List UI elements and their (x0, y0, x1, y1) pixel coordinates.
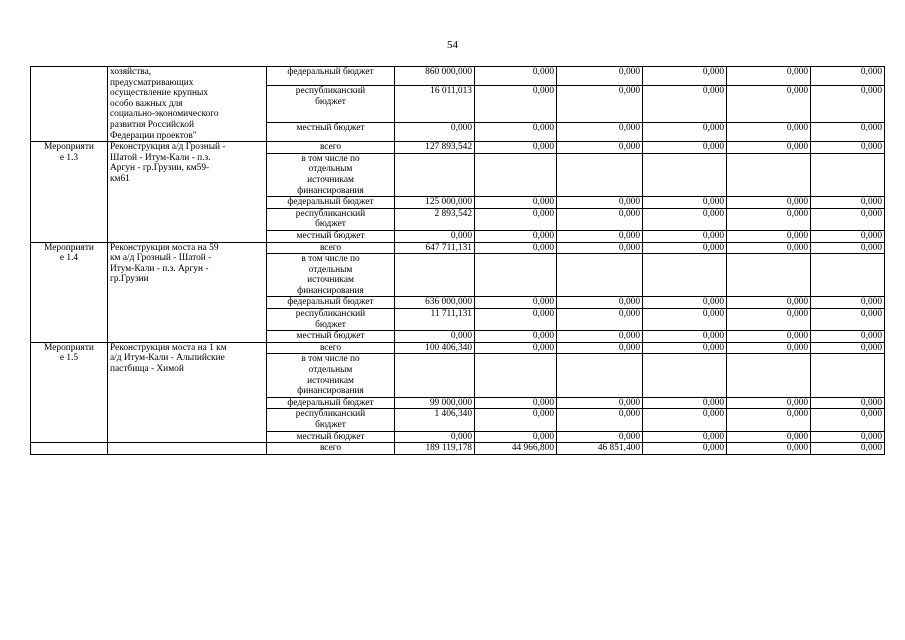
amount-cell: 0,000 (727, 297, 811, 309)
funding-source-cell: республиканский бюджет (267, 208, 395, 230)
amount-cell: 44 966,800 (475, 443, 557, 455)
funding-source-cell: местный бюджет (267, 331, 395, 343)
amount-cell (643, 354, 727, 397)
amount-cell: 0,000 (643, 142, 727, 154)
amount-cell (811, 153, 885, 196)
amount-cell: 0,000 (727, 331, 811, 343)
amount-cell: 0,000 (475, 342, 557, 354)
amount-cell: 0,000 (557, 342, 643, 354)
amount-cell: 0,000 (557, 208, 643, 230)
amount-cell: 0,000 (475, 242, 557, 254)
amount-cell: 0,000 (557, 197, 643, 209)
funding-source-cell: в том числе по отдельным источникам финансирования (267, 254, 395, 297)
amount-cell: 0,000 (643, 208, 727, 230)
amount-cell: 0,000 (811, 142, 885, 154)
funding-source-cell: всего (267, 342, 395, 354)
amount-cell: 0,000 (475, 142, 557, 154)
activity-name-cell: хозяйства, предусматривающих осуществление крупных особо важных для социально-экономического развития Российской Федерации проектов" (108, 67, 267, 142)
amount-cell: 860 000,000 (395, 67, 475, 86)
amount-cell: 0,000 (475, 86, 557, 123)
amount-cell: 0,000 (811, 208, 885, 230)
amount-cell: 0,000 (557, 431, 643, 443)
amount-cell (811, 354, 885, 397)
table-row (31, 342, 885, 354)
amount-cell (727, 153, 811, 196)
amount-cell (727, 254, 811, 297)
amount-cell: 100 406,340 (395, 342, 475, 354)
activity-name-cell: Реконструкция моста на 59 км а/д Грозный - Шатой - Итум-Кали - п.з. Аргун - гр.Грузии (108, 242, 267, 342)
amount-cell: 0,000 (643, 242, 727, 254)
amount-cell: 0,000 (643, 230, 727, 242)
amount-cell: 0,000 (727, 309, 811, 331)
amount-cell: 0,000 (811, 67, 885, 86)
activity-id-cell (31, 443, 108, 455)
amount-cell: 0,000 (557, 331, 643, 343)
amount-cell: 0,000 (727, 242, 811, 254)
amount-cell: 0,000 (727, 397, 811, 409)
funding-source-cell: местный бюджет (267, 122, 395, 141)
activity-name-cell (108, 443, 267, 455)
amount-cell: 0,000 (811, 122, 885, 141)
amount-cell: 127 893,542 (395, 142, 475, 154)
funding-source-cell: всего (267, 443, 395, 455)
amount-cell: 0,000 (557, 242, 643, 254)
funding-source-cell: в том числе по отдельным источникам финансирования (267, 354, 395, 397)
amount-cell: 0,000 (643, 443, 727, 455)
amount-cell: 0,000 (643, 122, 727, 141)
amount-cell: 0,000 (643, 331, 727, 343)
funding-source-cell: в том числе по отдельным источникам финансирования (267, 153, 395, 196)
table-row (31, 142, 885, 154)
amount-cell: 0,000 (475, 309, 557, 331)
amount-cell (643, 153, 727, 196)
amount-cell: 189 119,178 (395, 443, 475, 455)
amount-cell: 0,000 (811, 331, 885, 343)
amount-cell: 0,000 (643, 431, 727, 443)
amount-cell: 0,000 (643, 397, 727, 409)
amount-cell: 0,000 (727, 67, 811, 86)
amount-cell (475, 354, 557, 397)
amount-cell: 0,000 (557, 397, 643, 409)
amount-cell (557, 153, 643, 196)
amount-cell: 0,000 (727, 122, 811, 141)
budget-table (30, 66, 885, 455)
table-row (31, 242, 885, 254)
amount-cell: 0,000 (643, 309, 727, 331)
amount-cell: 0,000 (557, 86, 643, 123)
amount-cell: 0,000 (727, 342, 811, 354)
amount-cell: 46 851,400 (557, 443, 643, 455)
funding-source-cell: республиканский бюджет (267, 86, 395, 123)
amount-cell: 0,000 (811, 443, 885, 455)
amount-cell (811, 254, 885, 297)
amount-cell: 0,000 (557, 142, 643, 154)
amount-cell: 0,000 (475, 122, 557, 141)
amount-cell: 0,000 (557, 67, 643, 86)
amount-cell: 0,000 (643, 86, 727, 123)
amount-cell: 0,000 (811, 297, 885, 309)
amount-cell: 0,000 (727, 409, 811, 431)
amount-cell: 125 000,000 (395, 197, 475, 209)
amount-cell: 0,000 (557, 230, 643, 242)
funding-source-cell: федеральный бюджет (267, 397, 395, 409)
amount-cell (395, 354, 475, 397)
amount-cell: 0,000 (811, 309, 885, 331)
amount-cell: 0,000 (475, 297, 557, 309)
funding-source-cell: местный бюджет (267, 230, 395, 242)
amount-cell: 0,000 (475, 409, 557, 431)
amount-cell: 0,000 (727, 230, 811, 242)
amount-cell: 0,000 (811, 230, 885, 242)
amount-cell: 0,000 (475, 208, 557, 230)
amount-cell: 0,000 (811, 409, 885, 431)
amount-cell: 0,000 (811, 397, 885, 409)
amount-cell: 0,000 (475, 397, 557, 409)
amount-cell: 16 011,013 (395, 86, 475, 123)
amount-cell: 0,000 (727, 208, 811, 230)
funding-source-cell: федеральный бюджет (267, 67, 395, 86)
funding-source-cell: республиканский бюджет (267, 409, 395, 431)
amount-cell: 0,000 (811, 242, 885, 254)
amount-cell: 0,000 (557, 297, 643, 309)
amount-cell: 0,000 (643, 409, 727, 431)
amount-cell: 0,000 (643, 297, 727, 309)
amount-cell (557, 354, 643, 397)
amount-cell: 11 711,131 (395, 309, 475, 331)
amount-cell (643, 254, 727, 297)
amount-cell (395, 153, 475, 196)
amount-cell: 0,000 (643, 197, 727, 209)
funding-source-cell: федеральный бюджет (267, 197, 395, 209)
funding-source-cell: федеральный бюджет (267, 297, 395, 309)
funding-source-cell: всего (267, 142, 395, 154)
funding-source-cell: местный бюджет (267, 431, 395, 443)
amount-cell: 636 000,000 (395, 297, 475, 309)
amount-cell: 647 711,131 (395, 242, 475, 254)
amount-cell: 0,000 (475, 331, 557, 343)
amount-cell: 0,000 (475, 67, 557, 86)
amount-cell (395, 254, 475, 297)
table-row (31, 67, 885, 86)
amount-cell (727, 354, 811, 397)
activity-id-cell: Мероприяти е 1.4 (31, 242, 108, 342)
amount-cell: 0,000 (395, 331, 475, 343)
activity-id-cell: Мероприяти е 1.3 (31, 142, 108, 242)
amount-cell (557, 254, 643, 297)
amount-cell: 0,000 (475, 197, 557, 209)
amount-cell: 0,000 (811, 342, 885, 354)
amount-cell: 0,000 (475, 230, 557, 242)
amount-cell (475, 153, 557, 196)
amount-cell: 0,000 (557, 409, 643, 431)
amount-cell: 0,000 (811, 86, 885, 123)
amount-cell: 0,000 (557, 122, 643, 141)
amount-cell: 0,000 (727, 431, 811, 443)
amount-cell: 0,000 (727, 443, 811, 455)
activity-id-cell (31, 67, 108, 142)
amount-cell: 0,000 (395, 230, 475, 242)
amount-cell: 0,000 (727, 142, 811, 154)
page-number: 54 (447, 39, 458, 51)
amount-cell: 0,000 (643, 342, 727, 354)
amount-cell: 0,000 (395, 122, 475, 141)
amount-cell: 0,000 (475, 431, 557, 443)
table-row (31, 443, 885, 455)
table-body (31, 67, 885, 455)
amount-cell: 0,000 (811, 431, 885, 443)
amount-cell: 0,000 (727, 197, 811, 209)
activity-name-cell: Реконструкция а/д Грозный - Шатой - Итум-Кали - п.з. Аргун - гр.Грузии, км59- км61 (108, 142, 267, 242)
amount-cell: 99 000,000 (395, 397, 475, 409)
amount-cell: 0,000 (395, 431, 475, 443)
amount-cell: 1 406,340 (395, 409, 475, 431)
activity-id-cell: Мероприяти е 1.5 (31, 342, 108, 442)
amount-cell (475, 254, 557, 297)
funding-source-cell: республиканский бюджет (267, 309, 395, 331)
amount-cell: 0,000 (643, 67, 727, 86)
amount-cell: 0,000 (727, 86, 811, 123)
amount-cell: 2 893,542 (395, 208, 475, 230)
amount-cell: 0,000 (811, 197, 885, 209)
amount-cell: 0,000 (557, 309, 643, 331)
funding-source-cell: всего (267, 242, 395, 254)
activity-name-cell: Реконструкция моста на 1 км а/д Итум-Кали - Альпийские пастбища - Химой (108, 342, 267, 442)
